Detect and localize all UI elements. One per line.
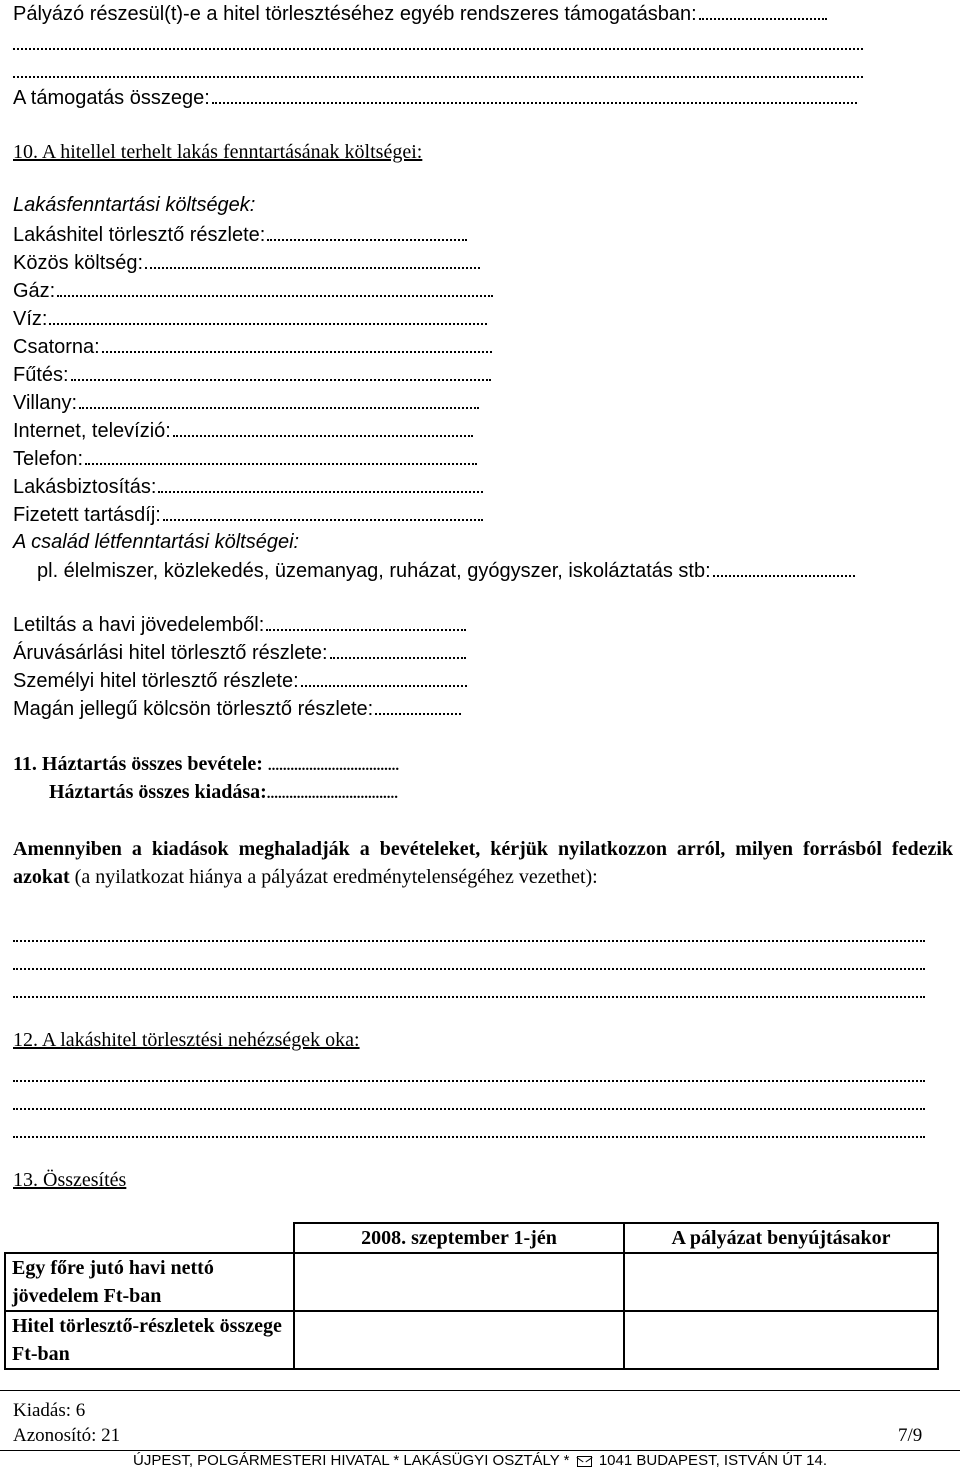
envelope-icon xyxy=(577,1456,592,1467)
debt-field[interactable] xyxy=(301,671,467,687)
cost-label: Víz: xyxy=(13,308,48,330)
living-costs-subheading xyxy=(13,530,299,554)
dotted-line[interactable] xyxy=(13,76,863,78)
cost-field[interactable] xyxy=(57,281,493,297)
footer-rule xyxy=(0,1450,960,1451)
answer-line[interactable] xyxy=(13,940,925,942)
housing-costs-subheading: Lakásfenntartási költségek: xyxy=(13,194,256,216)
cost-row xyxy=(13,391,479,415)
row-header: Hitel törlesztő-részletek összege Ft-ban xyxy=(5,1311,294,1369)
cost-row xyxy=(13,475,483,499)
cost-row xyxy=(13,503,483,527)
cost-label: Közös költség: xyxy=(13,252,144,274)
table-cell[interactable] xyxy=(624,1311,938,1369)
debt-row xyxy=(13,697,461,721)
cost-row xyxy=(13,251,480,275)
support-question-label: Pályázó részesül(t)-e a hitel törlesztéséhez egyéb rendszeres támogatásban: xyxy=(13,3,697,25)
cost-field[interactable] xyxy=(145,253,480,269)
answer-line[interactable] xyxy=(13,1108,925,1110)
cost-label: Villany: xyxy=(13,392,78,414)
footer-identifier: Azonosító: 21 xyxy=(13,1425,121,1446)
debt-label: Személyi hitel törlesztő részlete: xyxy=(13,670,299,692)
support-question-line xyxy=(13,2,827,26)
cost-row xyxy=(13,419,473,443)
living-costs-label: pl. élelmiszer, közlekedés, üzemanyag, ruházat, gyógyszer, iskoláztatás stb: xyxy=(37,560,711,582)
deficit-statement-bold: Amennyiben a kiadások meghaladják a bevételeket, kérjük nyilatkozzon arról, milyen forrásból fedezik azokat xyxy=(13,838,953,888)
debt-row xyxy=(13,669,467,693)
living-costs-field[interactable] xyxy=(713,561,855,577)
footer-office: ÚJPEST, POLGÁRMESTERI HIVATAL * LAKÁSÜGYI OSZTÁLY * xyxy=(132,1452,570,1469)
debt-field[interactable] xyxy=(266,615,466,631)
debt-row xyxy=(13,613,466,637)
debt-row xyxy=(13,641,466,665)
summary-table xyxy=(4,1222,939,1370)
debt-label: Letiltás a havi jövedelemből: xyxy=(13,614,265,636)
table-header-row xyxy=(5,1223,938,1253)
cost-field[interactable] xyxy=(267,225,467,241)
cost-label: Lakáshitel törlesztő részlete: xyxy=(13,224,266,246)
household-income-row xyxy=(13,752,399,778)
deficit-statement xyxy=(13,835,953,891)
household-income-label: 11. Háztartás összes bevétele: xyxy=(13,753,263,775)
support-amount-label: A támogatás összege: xyxy=(13,87,210,109)
cost-field[interactable] xyxy=(85,449,477,465)
cost-label: Internet, televízió: xyxy=(13,420,171,442)
cost-field[interactable] xyxy=(49,309,487,325)
footer-street: 1041 BUDAPEST, ISTVÁN ÚT 14. xyxy=(598,1452,827,1469)
cost-field[interactable] xyxy=(163,505,483,521)
support-question-field[interactable] xyxy=(699,4,827,20)
section-13-title: 13. Összesítés xyxy=(13,1169,127,1191)
answer-line[interactable] xyxy=(13,1136,925,1138)
page-number: 7/9 xyxy=(898,1425,923,1446)
dotted-line[interactable] xyxy=(13,48,863,50)
cost-row xyxy=(13,307,487,331)
cost-field[interactable] xyxy=(71,365,491,381)
household-income-field[interactable]: ................................... xyxy=(267,758,400,774)
section-12-title: 12. A lakáshitel törlesztési nehézségek oka: xyxy=(13,1029,360,1051)
column-header: A pályázat benyújtásakor xyxy=(624,1223,938,1253)
section-10-title: 10. A hitellel terhelt lakás fenntartásának költségei: xyxy=(13,141,423,163)
household-expense-label: Háztartás összes kiadása: xyxy=(49,781,267,803)
table-row xyxy=(5,1253,938,1311)
table-cell[interactable] xyxy=(624,1253,938,1311)
cost-field[interactable] xyxy=(102,337,492,353)
row-header: Egy főre jutó havi nettó jövedelem Ft-ban xyxy=(5,1253,294,1311)
living-costs-row xyxy=(37,559,855,583)
footer-address xyxy=(0,1452,960,1469)
support-amount-field[interactable] xyxy=(212,88,857,104)
footer-edition: Kiadás: 6 xyxy=(13,1400,86,1421)
answer-line[interactable] xyxy=(13,996,925,998)
table-cell[interactable] xyxy=(294,1253,624,1311)
debt-label: Áruvásárlási hitel törlesztő részlete: xyxy=(13,642,328,664)
cost-field[interactable] xyxy=(79,393,479,409)
household-expense-row xyxy=(49,780,398,806)
cost-label: Lakásbiztosítás: xyxy=(13,476,157,498)
debt-label: Magán jellegű kölcsön törlesztő részlete: xyxy=(13,698,374,720)
table-corner-cell xyxy=(5,1223,294,1253)
living-costs-heading-text: A család létfenntartási költségei: xyxy=(13,531,300,553)
debt-field[interactable] xyxy=(330,643,466,659)
column-header: 2008. szeptember 1-jén xyxy=(294,1223,624,1253)
cost-label: Gáz: xyxy=(13,280,56,302)
cost-label: Fizetett tartásdíj: xyxy=(13,504,161,526)
cost-label: Csatorna: xyxy=(13,336,100,358)
cost-row xyxy=(13,447,477,471)
household-expense-field[interactable]: ................................... xyxy=(266,786,399,802)
cost-row xyxy=(13,363,491,387)
cost-field[interactable] xyxy=(173,421,473,437)
cost-row xyxy=(13,335,492,359)
support-amount-line xyxy=(13,86,857,110)
table-cell[interactable] xyxy=(294,1311,624,1369)
answer-line[interactable] xyxy=(13,968,925,970)
cost-label: Fűtés: xyxy=(13,364,69,386)
cost-row xyxy=(13,279,493,303)
cost-label: Telefon: xyxy=(13,448,84,470)
debt-field[interactable] xyxy=(375,699,461,715)
cost-row xyxy=(13,223,467,247)
table-row xyxy=(5,1311,938,1369)
deficit-statement-note: (a nyilatkozat hiánya a pályázat eredménytelenségéhez vezethet): xyxy=(74,866,598,888)
cost-field[interactable] xyxy=(158,477,483,493)
answer-line[interactable] xyxy=(13,1080,925,1082)
footer-divider xyxy=(0,1390,960,1391)
